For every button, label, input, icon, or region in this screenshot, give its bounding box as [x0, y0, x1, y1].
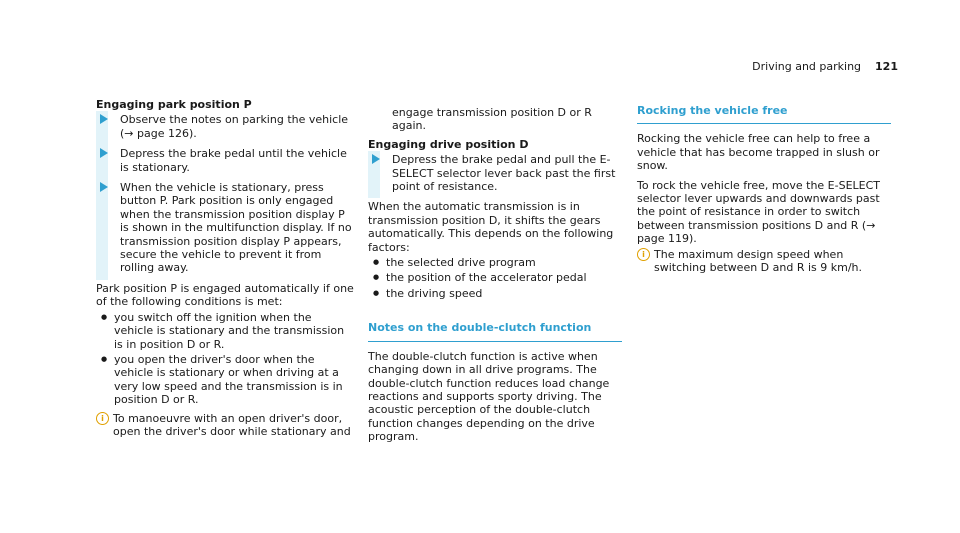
- note-text: To manoeuvre with an open driver's door, open the driver's door while stationary and: [113, 411, 351, 438]
- paragraph-auto-park: Park position P is engaged automatically if one of the following conditions is met:: [96, 281, 354, 309]
- section-name: Driving and parking: [752, 60, 862, 73]
- step-pull-lever: [368, 153, 622, 193]
- paragraph-factors: When the automatic transmission is in transmission position D, it shifts the gears automatically. This depends on the following factors:: [368, 200, 614, 254]
- list-item: ● you switch off the ignition when the vehicle is stationary and the transmission is in position D or R.: [96, 311, 354, 351]
- column-3: [637, 104, 891, 274]
- list-item: ● the selected drive program: [368, 256, 622, 269]
- step-brake: [96, 147, 354, 174]
- conditions-list: [96, 311, 354, 407]
- note-text: The maximum design speed when switching between D and R is 9 km/h.: [654, 247, 863, 275]
- paragraph-rocking-howto: To rock the vehicle free, move the E-SELECT selector lever upwards and downwards past the point of resistance in order to switch between transmission positions D and R (→ page 119).: [637, 178, 881, 246]
- paragraph-rocking-intro: Rocking the vehicle free can help to free a vehicle that has become trapped in slush or snow.: [637, 132, 880, 173]
- page-number: 121: [875, 60, 898, 73]
- section-title-rocking: Rocking the vehicle free: [637, 104, 891, 124]
- step-text: Depress the brake pedal and pull the E-SELECT selector lever back past the first point of resistance.: [392, 153, 616, 194]
- list-item: ● you open the driver's door when the vehicle is stationary or when driving at a very low speed and the transmission is in position D or R.: [96, 353, 354, 407]
- arrow-right-icon: [372, 154, 380, 164]
- arrow-right-icon: [100, 114, 108, 124]
- arrow-right-icon: [100, 148, 108, 158]
- step-text: Observe the notes on parking the vehicle (→ page 126).: [120, 113, 349, 140]
- page-header: [752, 60, 898, 73]
- list-item: ● the driving speed: [368, 287, 622, 300]
- step-text: When the vehicle is stationary, press button P. Park position is only engaged when the transmission position display P is shown in the multifunction display. If no transmission position display P appears, secure the vehicle to prevent it from rolling away.: [120, 181, 352, 275]
- section-title-double-clutch: Notes on the double-clutch function: [368, 321, 622, 341]
- list-item: ● the position of the accelerator pedal: [368, 271, 622, 284]
- info-icon: i: [96, 412, 109, 425]
- continued-text: engage transmission position D or R again.: [392, 106, 592, 133]
- note: [96, 412, 354, 439]
- arrow-right-icon: [100, 182, 108, 192]
- step-text: Depress the brake pedal until the vehicle is stationary.: [120, 147, 347, 174]
- step-observe: [96, 113, 354, 140]
- column-2: [368, 106, 622, 446]
- paragraph-double-clutch: The double-clutch function is active when changing down in all drive programs. The double-clutch function reduces load change reactions and supports sporty driving. The acoustic perception of the double-clutch function changes depending on the drive program.: [368, 349, 610, 444]
- step-press-button: [96, 181, 354, 275]
- column-1: [96, 98, 354, 438]
- note: [637, 248, 891, 275]
- info-icon: i: [637, 248, 650, 261]
- factors-list: [368, 256, 622, 300]
- heading-drive-position: Engaging drive position D: [368, 137, 529, 151]
- heading-park-position: Engaging park position P: [96, 98, 252, 111]
